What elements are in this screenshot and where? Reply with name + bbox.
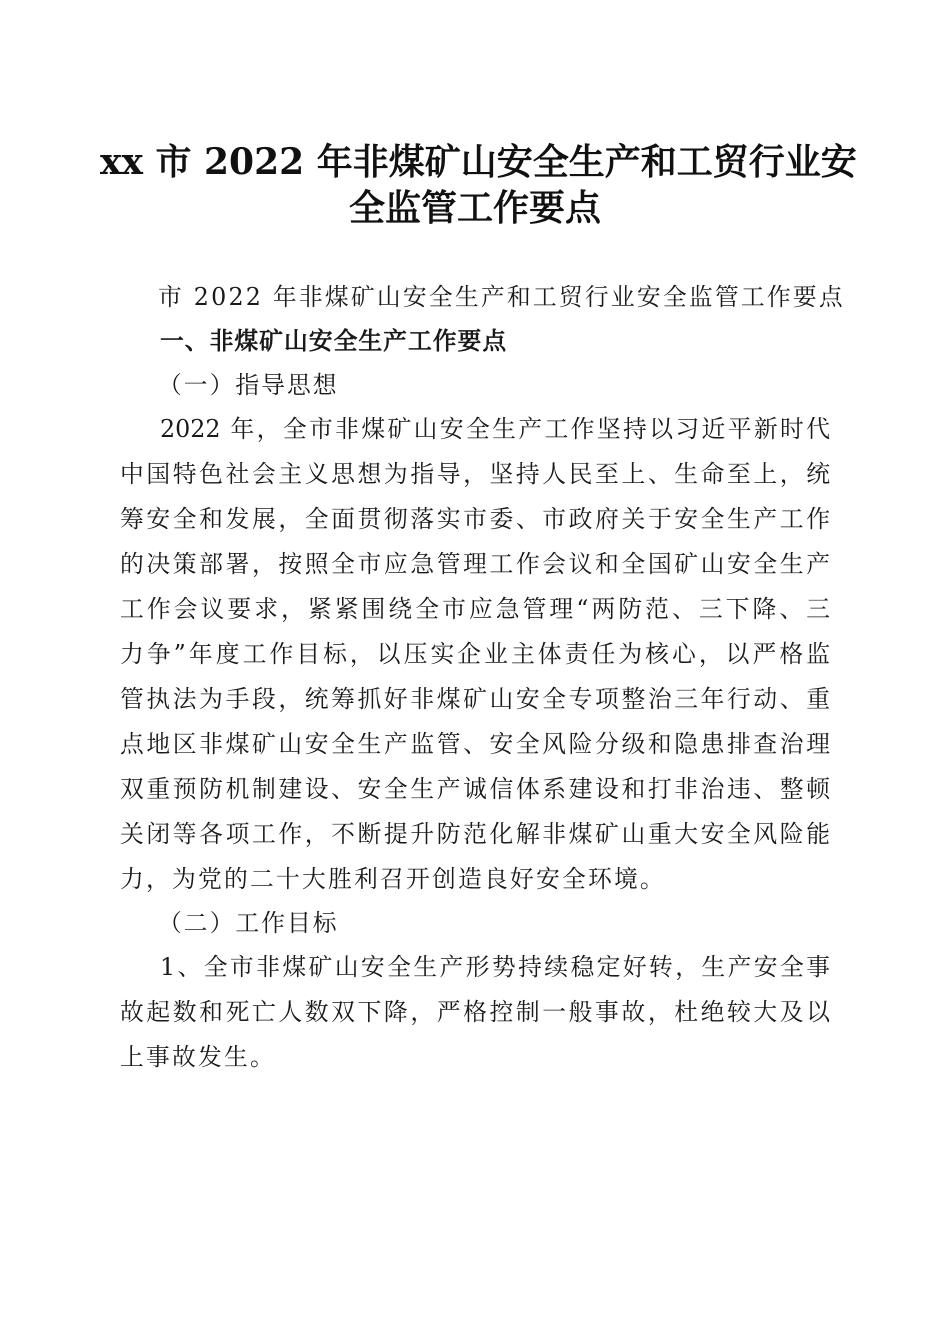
subsection-2-heading: （二）工作目标 [158,909,339,937]
document-title-line-1: xx 市 2022 年非煤矿山安全生产和工贸行业安 [100,141,857,183]
subsection-1-heading: （一）指导思想 [158,371,339,399]
paragraph-line: 2022 年，全市非煤矿山安全生产工作坚持以习近平新时代 [160,415,830,443]
paragraph-line: 管执法为手段，统筹抓好非煤矿山安全专项整治三年行动、重 [120,685,830,713]
paragraph-line: 筹安全和发展，全面贯彻落实市委、市政府关于安全生产工作 [120,505,830,533]
paragraph-line: 双重预防机制建设、安全生产诚信体系建设和打非治违、整顿 [120,775,830,803]
paragraph-line: 力争”年度工作目标，以压实企业主体责任为核心，以严格监 [120,640,830,668]
paragraph-line: 中国特色社会主义思想为指导，坚持人民至上、生命至上，统 [120,460,830,488]
paragraph-line: 1、全市非煤矿山安全生产形势持续稳定好转，生产安全事 [160,953,830,981]
paragraph-line: 关闭等各项工作，不断提升防范化解非煤矿山重大安全风险能 [120,820,830,848]
paragraph-line: 力，为党的二十大胜利召开创造良好安全环境。 [120,865,666,893]
document-title-line-2: 全监管工作要点 [348,187,601,229]
paragraph-line: 上事故发生。 [120,1043,276,1071]
document-subtitle: 市 2022 年非煤矿山安全生产和工贸行业安全监管工作要点 [158,283,845,311]
paragraph-line: 故起数和死亡人数双下降，严格控制一般事故，杜绝较大及以 [120,998,830,1026]
paragraph-line: 的决策部署，按照全市应急管理工作会议和全国矿山安全生产 [120,550,830,578]
paragraph-line: 工作会议要求，紧紧围绕全市应急管理“两防范、三下降、三 [120,595,830,623]
section-1-heading: 一、非煤矿山安全生产工作要点 [160,327,508,355]
paragraph-line: 点地区非煤矿山安全生产监管、安全风险分级和隐患排查治理 [120,730,830,758]
